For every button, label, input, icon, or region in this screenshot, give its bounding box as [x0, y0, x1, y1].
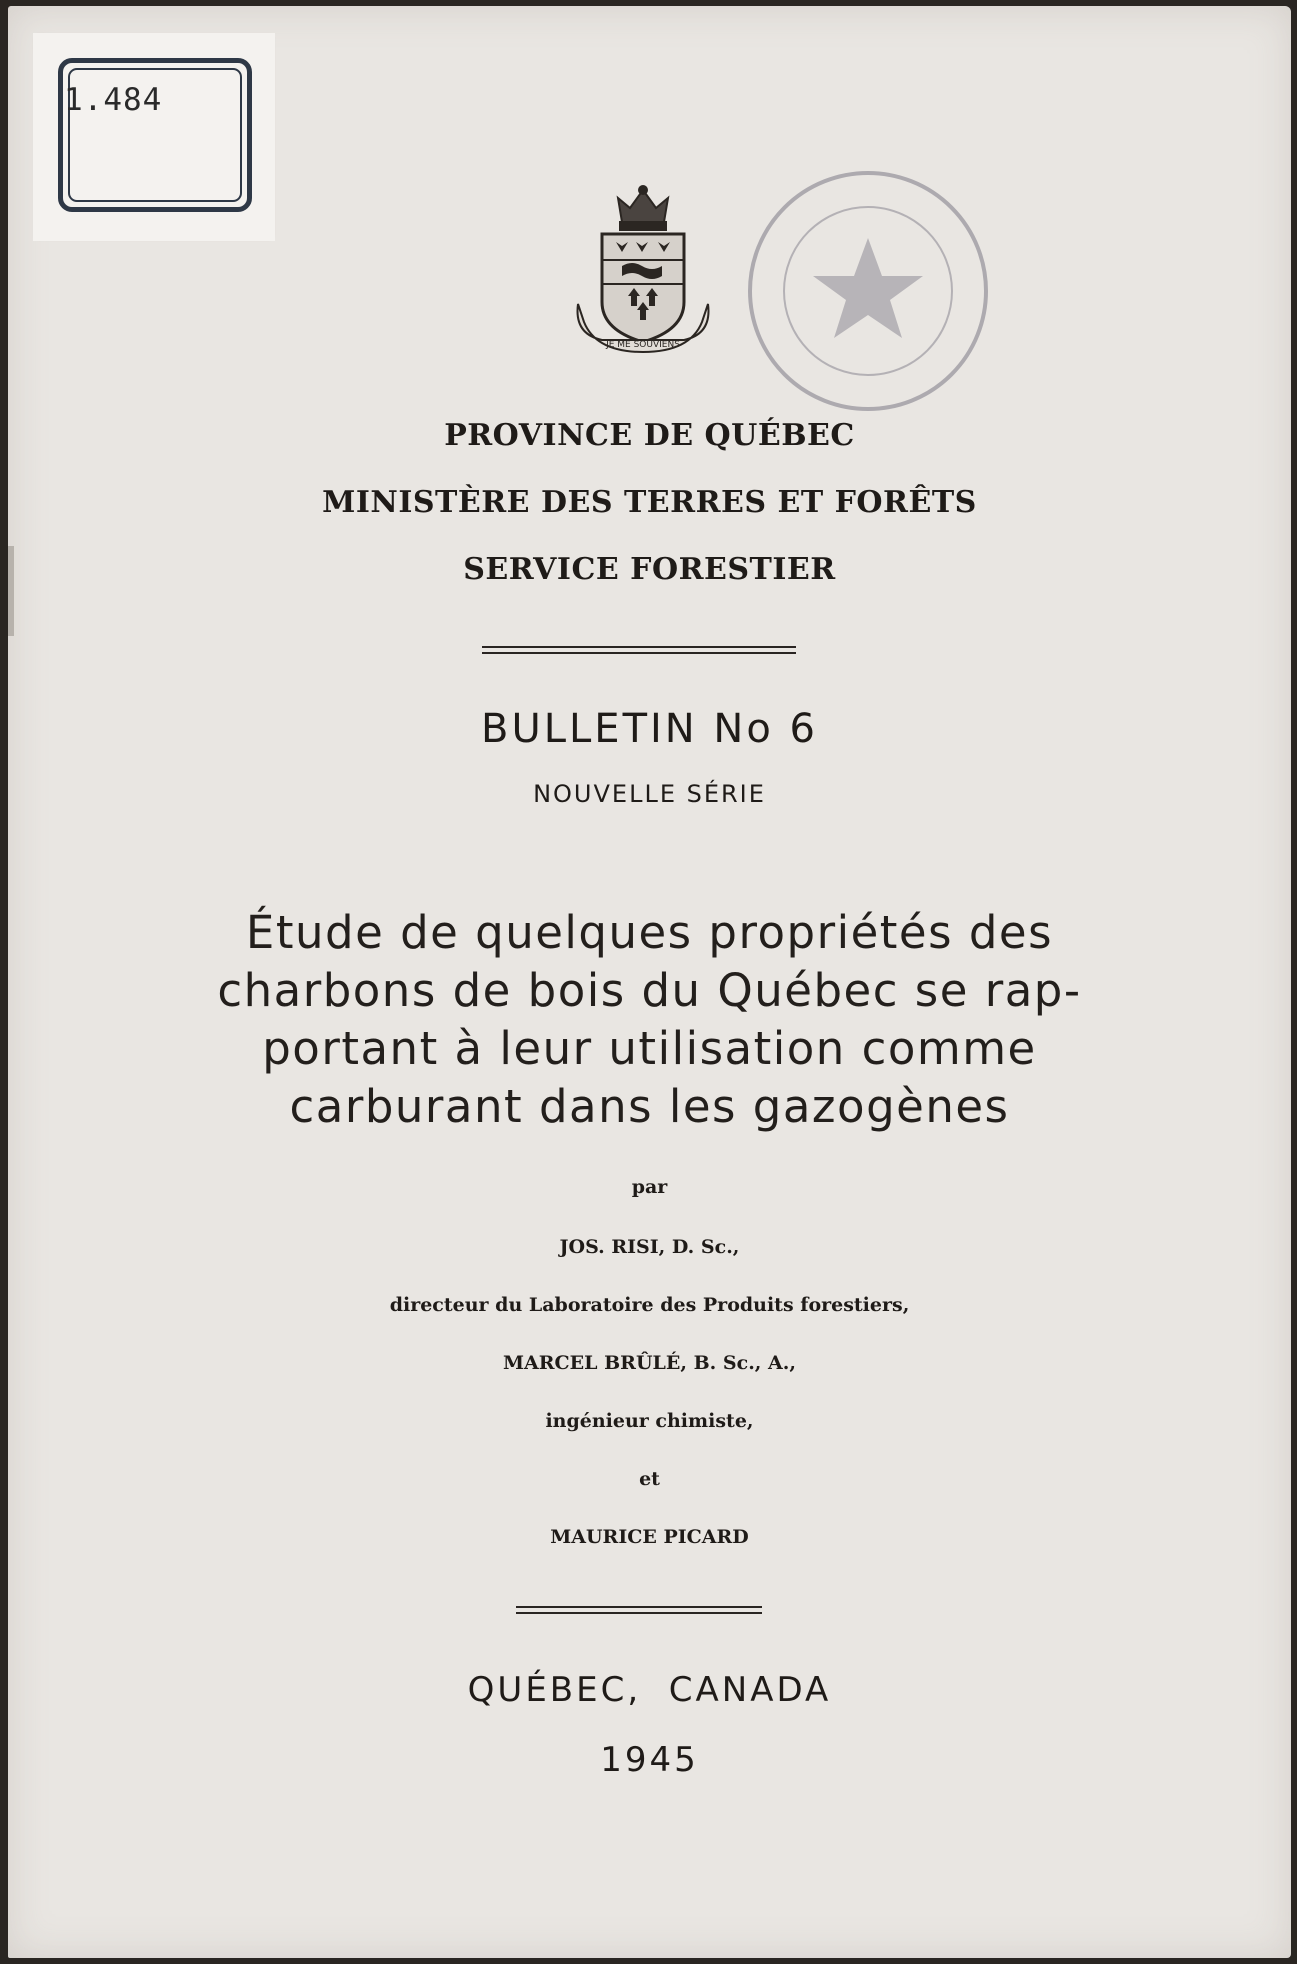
- title-line: charbons de bois du Québec se rap-: [217, 964, 1082, 1017]
- catalog-number: 1.484: [64, 82, 163, 118]
- bulletin-series: NOUVELLE SÉRIE: [533, 780, 766, 808]
- bulletin-title: BULLETIN No 6: [481, 706, 818, 752]
- title-line: portant à leur utilisation comme: [262, 1022, 1037, 1075]
- quebec-coat-of-arms-icon: [572, 184, 714, 358]
- title-line: Étude de quelques propriétés des: [245, 906, 1054, 959]
- header-province: PROVINCE DE QUÉBEC: [444, 418, 855, 453]
- and-text: et: [639, 1468, 660, 1490]
- header-service: SERVICE FORESTIER: [463, 552, 836, 587]
- publication-year: 1945: [600, 1740, 699, 1780]
- catalog-label: [36, 36, 272, 238]
- title-line: carburant dans les gazogènes: [289, 1080, 1010, 1133]
- author-role: ingénieur chimiste,: [545, 1410, 754, 1432]
- author-role: directeur du Laboratoire des Produits forestiers,: [389, 1294, 910, 1316]
- header-ministry: MINISTÈRE DES TERRES ET FORÊTS: [322, 485, 977, 520]
- author-name: JOS. RISI, D. Sc.,: [559, 1236, 740, 1258]
- library-stamp-icon: [743, 166, 993, 416]
- document-cover: [8, 6, 1291, 1958]
- author-name: MAURICE PICARD: [550, 1526, 749, 1548]
- by-text: par: [631, 1176, 668, 1198]
- publication-place: QUÉBEC, CANADA: [467, 1670, 832, 1710]
- divider-bottom: [516, 1606, 762, 1614]
- author-name: MARCEL BRÛLÉ, B. Sc., A.,: [502, 1352, 797, 1374]
- motto-text: JE ME SOUVIENS: [606, 340, 680, 350]
- divider-top: [482, 646, 796, 654]
